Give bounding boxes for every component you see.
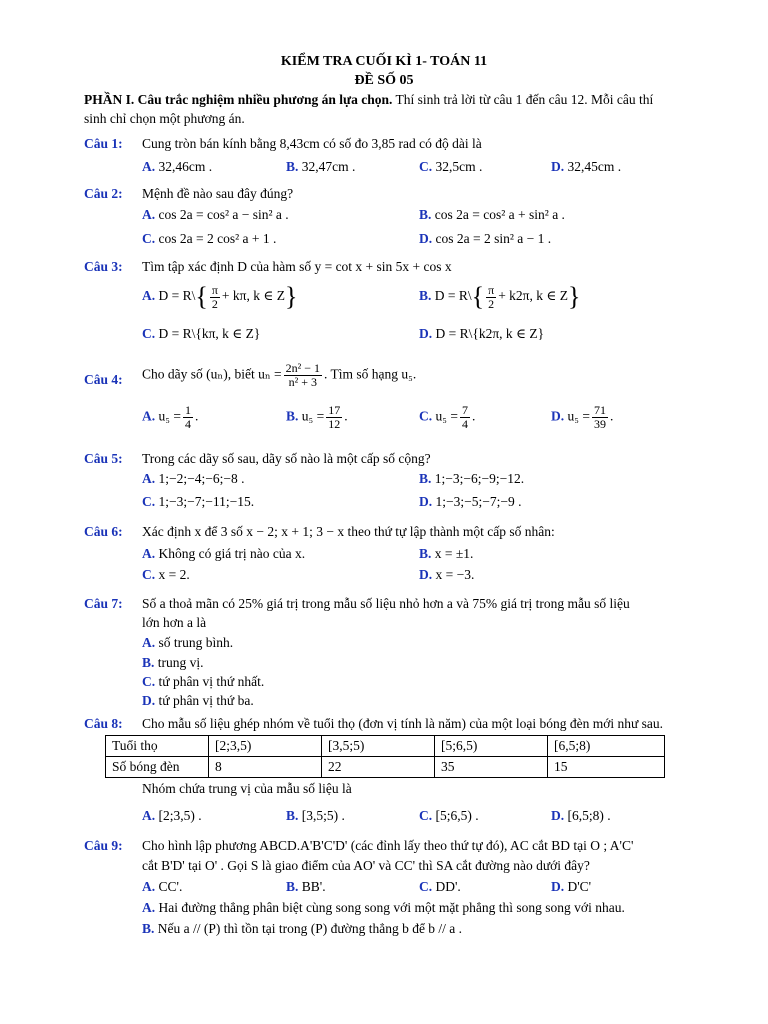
extra-option-b[interactable]: B. Nếu a // (P) thì tồn tại trong (P) đường thẳng b để b // a . xyxy=(142,921,463,936)
q6-label: Câu 6: xyxy=(84,524,123,539)
q2-option-b[interactable]: B. cos 2a = cos² a + sin² a . xyxy=(419,207,565,222)
q5-option-b[interactable]: B. 1;−3;−6;−9;−12. xyxy=(419,471,525,486)
part-heading-line xyxy=(84,92,653,108)
q5-option-d[interactable]: D. 1;−3;−5;−7;−9 . xyxy=(419,494,522,509)
q3-text: Tìm tập xác định D của hàm số y = cot x + sin 5x + cos x xyxy=(142,259,452,274)
q7-option-d[interactable]: D. tứ phân vị thứ ba. xyxy=(142,693,254,708)
table-cell: 35 xyxy=(435,757,548,778)
q5-option-c[interactable]: C. 1;−3;−7;−11;−15. xyxy=(142,494,255,509)
part-instruction: Thí sinh trả lời từ câu 1 đến câu 12. Mỗi câu thí xyxy=(392,92,654,107)
q6-option-a[interactable]: A. Không có giá trị nào của x. xyxy=(142,546,306,561)
q3-option-c[interactable]: C. D = R\{kπ, k ∈ Z} xyxy=(142,326,261,341)
q5-label: Câu 5: xyxy=(84,451,123,466)
q4-label: Câu 4: xyxy=(84,372,123,387)
q4-formula-fraction: $\frac{\text{2n² − 1}}{\text{n² + 3}}$ xyxy=(285,361,321,389)
q3-a-fraction: $\frac{\pi}{2}$ xyxy=(211,282,218,311)
q5-option-a[interactable]: A. 1;−2;−4;−6;−8 . xyxy=(142,471,245,486)
q4-option-c[interactable]: C. u₅ = $\frac{7}{4}$ . xyxy=(419,403,476,431)
q3-option-a[interactable]: A. D = R\{ $\frac{\pi}{2}$ + kπ, k ∈ Z} xyxy=(142,282,298,311)
q8-option-b[interactable]: B. [3,5;5) . xyxy=(286,808,345,823)
q7-option-c[interactable]: C. tứ phân vị thứ nhất. xyxy=(142,674,265,689)
q1-text: Cung tròn bán kính bằng 8,43cm có số đo 3,85 rad có độ dài là xyxy=(142,136,482,151)
q4-option-d[interactable]: D. u₅ = $\frac{71}{39}$ . xyxy=(551,403,614,431)
q8-option-a[interactable]: A. [2;3,5) . xyxy=(142,808,202,823)
table-cell: [5;6,5) xyxy=(435,736,548,757)
q2-option-d[interactable]: D. cos 2a = 2 sin² a − 1 . xyxy=(419,231,552,246)
q7-text: Số a thoả mãn có 25% giá trị trong mẫu số liệu nhỏ hơn a và 75% giá trị trong mẫu số liệu xyxy=(142,596,630,611)
q4-option-b[interactable]: B. u₅ = $\frac{17}{12}$ . xyxy=(286,403,348,431)
q9-option-d[interactable]: D. D'C' xyxy=(551,879,592,894)
q9-option-b[interactable]: B. BB'. xyxy=(286,879,326,894)
q6-option-d[interactable]: D. x = −3. xyxy=(419,567,475,582)
q3-label: Câu 3: xyxy=(84,259,123,274)
q8-label: Câu 8: xyxy=(84,716,123,731)
q7-option-a[interactable]: A. số trung bình. xyxy=(142,635,234,650)
q6-option-c[interactable]: C. x = 2. xyxy=(142,567,190,582)
q5-text: Trong các dãy số sau, dãy số nào là một cấp số cộng? xyxy=(142,451,431,466)
q1-option-a[interactable]: A. 32,46cm . xyxy=(142,159,213,174)
table-cell: Số bóng đèn xyxy=(106,757,209,778)
table-cell: 22 xyxy=(322,757,435,778)
q6-option-b[interactable]: B. x = ±1. xyxy=(419,546,474,561)
table-cell: [6,5;8) xyxy=(548,736,665,757)
q9-text-cont: cắt B'D' tại O' . Gọi S là giao điểm của AO' và CC' thì SA cắt đường nào dưới đây? xyxy=(142,858,590,873)
table-cell: Tuổi thọ xyxy=(106,736,209,757)
q2-option-c[interactable]: C. cos 2a = 2 cos² a + 1 . xyxy=(142,231,277,246)
q9-option-c[interactable]: C. DD'. xyxy=(419,879,461,894)
q1-label: Câu 1: xyxy=(84,136,123,151)
table-cell: [3,5;5) xyxy=(322,736,435,757)
table-cell: [2;3,5) xyxy=(209,736,322,757)
q3-b-fraction: $\frac{\pi}{2}$ xyxy=(488,282,495,311)
q8-option-c[interactable]: C. [5;6,5) . xyxy=(419,808,479,823)
table-row xyxy=(106,736,665,757)
q9-label: Câu 9: xyxy=(84,838,123,853)
table-row xyxy=(106,757,665,778)
table-cell: 15 xyxy=(548,757,665,778)
q8-question: Nhóm chứa trung vị của mẫu số liệu là xyxy=(142,781,352,796)
extra-option-a[interactable]: A. Hai đường thẳng phân biệt cùng song song với một mặt phẳng thì song song với nhau. xyxy=(142,900,625,915)
q7-label: Câu 7: xyxy=(84,596,123,611)
q8-data-table xyxy=(105,735,665,778)
part-instruction-cont: sinh chỉ chọn một phương án. xyxy=(84,111,245,126)
q7-text-cont: lớn hơn a là xyxy=(142,615,207,630)
q7-option-b[interactable]: B. trung vị. xyxy=(142,655,204,670)
q1-option-d[interactable]: D. 32,45cm . xyxy=(551,159,622,174)
q4-option-a[interactable]: A. u₅ = $\frac{1}{4}$ . xyxy=(142,403,199,431)
q1-option-c[interactable]: C. 32,5cm . xyxy=(419,159,483,174)
q2-label: Câu 2: xyxy=(84,186,123,201)
q9-text: Cho hình lập phương ABCD.A'B'C'D' (các đỉnh lấy theo thứ tự đó), AC cắt BD tại O ; A'C' xyxy=(142,838,634,853)
q3-option-b[interactable]: B. D = R\{ $\frac{\pi}{2}$ + k2π, k ∈ Z} xyxy=(419,282,581,311)
q2-option-a[interactable]: A. cos 2a = cos² a − sin² a . xyxy=(142,207,289,222)
q1-option-b[interactable]: B. 32,47cm . xyxy=(286,159,356,174)
q4-text: Cho dãy số (uₙ), biết uₙ = $\frac{\text{2n² − 1}}{\text{n² + 3}}$ . Tìm số hạng u₅. xyxy=(142,361,417,389)
q8-text: Cho mẫu số liệu ghép nhóm về tuổi thọ (đơn vị tính là năm) của một loại bóng đèn mới như sau. xyxy=(142,716,664,731)
q9-option-a[interactable]: A. CC'. xyxy=(142,879,183,894)
part-heading: PHẦN I. Câu trắc nghiệm nhiều phương án lựa chọn. xyxy=(84,92,393,107)
q2-text: Mệnh đề nào sau đây đúng? xyxy=(142,186,294,201)
exam-subtitle: ĐỀ SỐ 05 xyxy=(354,73,414,88)
table-cell: 8 xyxy=(209,757,322,778)
q3-option-d[interactable]: D. D = R\{k2π, k ∈ Z} xyxy=(419,326,545,341)
q8-option-d[interactable]: D. [6,5;8) . xyxy=(551,808,611,823)
q6-text: Xác định x để 3 số x − 2; x + 1; 3 − x theo thứ tự lập thành một cấp số nhân: xyxy=(142,524,555,539)
exam-title: KIỂM TRA CUỐI KÌ 1- TOÁN 11 xyxy=(280,54,488,69)
